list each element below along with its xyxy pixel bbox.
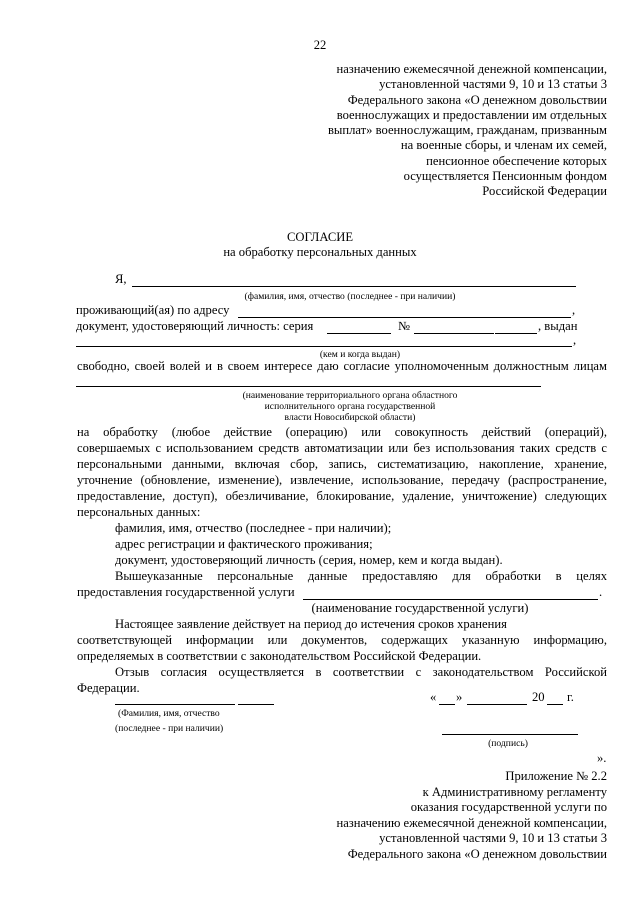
processing-line: на обработку (любое действие (операцию) или совокупность действий (операций), [77, 425, 607, 439]
revoke-line-2: Федерации. [77, 681, 140, 695]
header-line: Федерального закона «О денежном довольствии [347, 92, 607, 107]
fio-caption: (фамилия, имя, отчество (последнее - при наличии) [244, 291, 456, 302]
processing-last: персональных данных: [77, 505, 201, 519]
header-line: назначению ежемесячной денежной компенсации, [336, 62, 607, 76]
service-line[interactable] [303, 599, 598, 600]
validity-line: Настоящее заявление действует на период до истечения сроков хранения [115, 617, 507, 631]
appendix-line: к Административному регламенту [422, 784, 607, 799]
header-line: военнослужащих и предоставлении им отдельных [336, 107, 607, 122]
header-line: выплат» военнослужащим, гражданам, призванным [327, 123, 607, 138]
year-prefix: 20 [532, 690, 545, 704]
appendix-line: установленной частями 9, 10 и 13 статьи 3 [379, 831, 607, 845]
processing-line: уточнение (обновление, изменение), извлечение, использование, передачу (распространение, [77, 473, 607, 487]
address-line[interactable] [238, 317, 571, 318]
day-line[interactable] [439, 704, 455, 705]
month-line[interactable] [467, 704, 527, 705]
number-sign: № [398, 319, 411, 333]
service-caption: (наименование государственной услуги) [311, 601, 529, 615]
name-caption-1: (Фамилия, имя, отчество [118, 708, 220, 719]
issued-label: , выдан [538, 319, 578, 333]
document-subtitle: на обработку персональных данных [223, 245, 417, 259]
name-caption-2: (последнее - при наличии) [115, 723, 224, 734]
provide-line: Вышеуказанные персональные данные предоставляю для обработки в целях [115, 569, 607, 583]
validity-line: соответствующей информации или документов, содержащих указанную информацию, [77, 633, 607, 647]
ya-label: Я, [115, 272, 127, 286]
signature-caption: (подпись) [488, 738, 528, 749]
doc-label: документ, удостоверяющий личность: серия [76, 319, 314, 333]
organ-caption-2: исполнительного органа государственной [264, 401, 436, 412]
list-item: документ, удостоверяющий личность (серия, номер, кем и когда выдан). [115, 553, 503, 567]
header-line: установленной частями 9, 10 и 13 статьи 3 [379, 77, 607, 92]
header-line: осуществляется Пенсионным фондом [403, 169, 607, 184]
fio-line-end [570, 286, 576, 287]
provide-line-2: предоставления государственной услуги [77, 585, 295, 599]
processing-line: персональными данными, включая сбор, запись, систематизацию, накопление, хранение, [77, 457, 607, 471]
issued-line[interactable] [76, 346, 572, 347]
end-mark: ». [597, 751, 607, 765]
name-line-1[interactable] [115, 704, 235, 705]
document-title: СОГЛАСИЕ [286, 230, 354, 244]
processing-line: совершаемых с использованием средств автоматизации или без использования таких средств с [77, 441, 607, 455]
appendix-line: Федерального закона «О денежном довольствии [347, 846, 607, 861]
validity-last: определяемых в соответствии с законодательством Российской Федерации. [77, 649, 482, 663]
header-block [328, 62, 607, 200]
number-line-1[interactable] [414, 333, 494, 334]
series-line[interactable] [327, 333, 391, 334]
header-line: Российской Федерации [482, 184, 607, 199]
address-label: проживающий(ая) по адресу [76, 303, 230, 317]
appendix-line: Приложение № 2.2 [505, 769, 607, 783]
year-suffix: г. [567, 690, 574, 704]
appendix-block [336, 769, 607, 862]
appendix-line: назначению ежемесячной денежной компенсации, [336, 815, 607, 830]
header-line: пенсионное обеспечение которых [426, 153, 607, 168]
page-number: 22 [313, 38, 327, 52]
organ-line[interactable] [76, 386, 541, 387]
issued-caption: (кем и когда выдан) [319, 349, 401, 360]
document-page: 22 назначению ежемесячной денежной компенсации, установленной частями 9, 10 и 13 статьи 3 Федерального закона «О денежном довольствии военнослужащих и предоставлении им отдельных выплат» военнослужащим, гражданам, призванным на военные сборы, и членам их семей, пенсионное обеспечение которых осуществляется Пенсионным фондом Российской Федерации СОГЛАСИЕ на обработку персональных данных Я, (фамилия, имя, отчество (последнее - при наличии) проживающий(ая) по адресу , документ, удостоверяющий личность: серия № , выдан , (кем и когда выдан) свободно, своей волей и в своем интересе даю согласие уполномоченным должностным лицам (наименование территориального органа областного исполнительного органа государственной власти Новосибирской области) на обработку (любое действие (операцию) или совокупность действий (операций), совершаемых с использованием средств автоматизации или без использования таких средств с персональными данными, включая сбор, запись, систематизацию, накопление, хранение, уточнение (обновление, изменение), извлечение, использование, передачу (распространение, предоставление, доступ), обезличивание, блокирование, удаление, уничтожение) следующих персональных данных: фамилия, имя, отчество (последнее - при наличии); адрес регистрации и фактического проживания; документ, удостоверяющий личность (серия, номер, кем и когда выдан). Вышеуказанные персональные данные предоставляю для обработки в целях предоставления государственной услуги . (наименование государственной услуги) Настоящее заявление действует на период до истечения сроков хранения соответствующей информации или документов, содержащих указанную информацию, определяемых в соответствии с законодательством Российской Федерации. Отзыв согласия осуществляется в соответствии с законодательством Российской Федерации. (Фамилия, имя, отчество (последнее - при наличии) « » 20 г. (подпись) ». Приложение № 2.2 к Административному регламенту оказания государственной услуги по назначению ежемесячной денежной компенсации, установленной частями 9, 10 и 13 статьи 3 Федерального закона «О денежном довольствии [0, 0, 640, 905]
processing-line: предоставление, доступ), обезличивание, блокирование, удаление, уничтожение) следующих [77, 489, 607, 503]
date-close-quote: » [456, 690, 463, 704]
signature-line[interactable] [442, 734, 578, 735]
year-line[interactable] [547, 704, 563, 705]
list-item: адрес регистрации и фактического проживания; [115, 537, 373, 551]
appendix-line: оказания государственной услуги по [410, 800, 607, 814]
fio-line[interactable] [132, 286, 570, 287]
name-line-2[interactable] [238, 704, 274, 705]
revoke-line: Отзыв согласия осуществляется в соответствии с законодательством Российской [115, 665, 607, 679]
list-item: фамилия, имя, отчество (последнее - при наличии); [115, 521, 392, 535]
organ-caption-3: власти Новосибирской области) [284, 412, 416, 423]
organ-caption-1: (наименование территориального органа областного [242, 390, 458, 401]
number-line-2[interactable] [495, 333, 537, 334]
header-line: на военные сборы, и членам их семей, [400, 138, 607, 153]
date-open-quote: « [430, 690, 437, 704]
consent-line: свободно, своей волей и в своем интересе даю согласие уполномоченным должностным лицам [77, 359, 607, 373]
